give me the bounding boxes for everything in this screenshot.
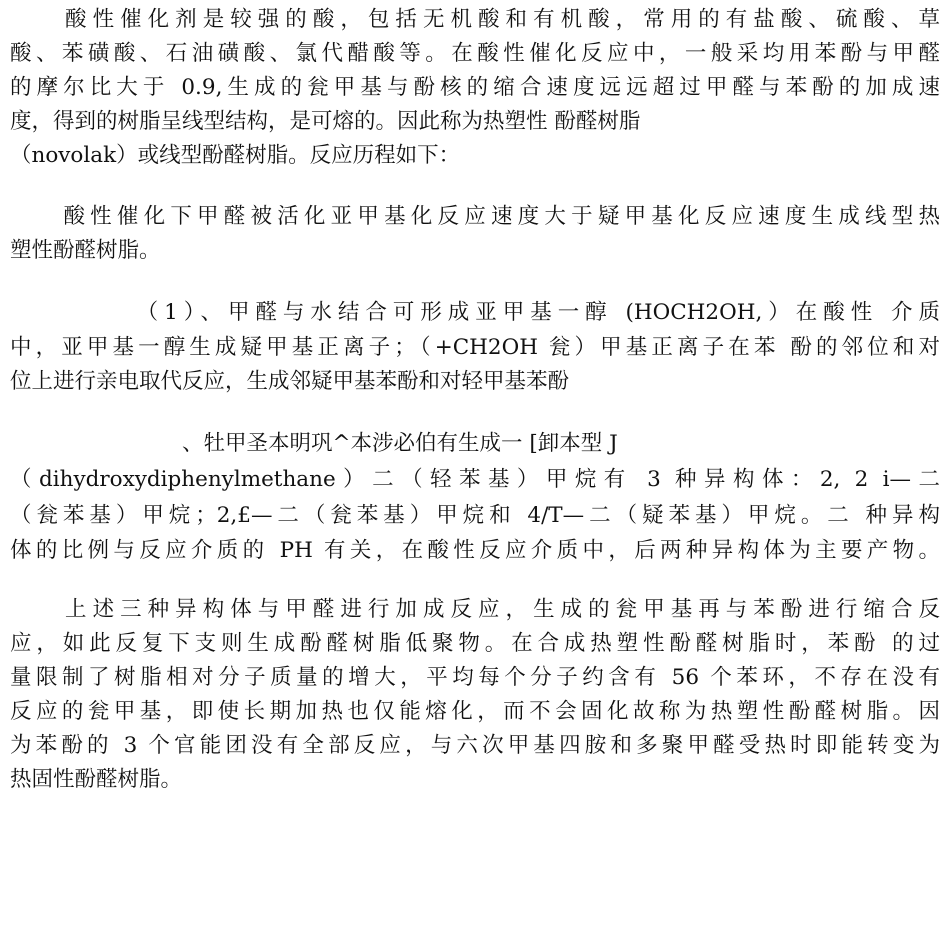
paragraph-4-line-2: （dihydroxydiphenylmethane）二（轻苯基）甲烷有 3 种异构体：2, 2 i—二 [10, 467, 940, 492]
paragraph-5-line-6: 热固性酚醛树脂。 [10, 767, 183, 792]
paragraph-5-line-5: 为苯酚的 3 个官能团没有全部反应，与六次甲基四胺和多聚甲醛受热时即能转变为 [10, 733, 940, 758]
paragraph-4-line-1: 、牡甲圣本明巩^本涉必伯有生成一 [卸本型 J [10, 431, 618, 456]
paragraph-2-line-1: 酸性催化下甲醛被活化亚甲基化反应速度大于疑甲基化反应速度生成线型热 [10, 204, 940, 229]
paragraph-4-line-4: 体的比例与反应介质的 PH 有关，在酸性反应介质中，后两种异构体为主要产物。 [10, 538, 940, 563]
paragraph-1-line-4: 度，得到的树脂呈线型结构，是可熔的。因此称为热塑性 酚醛树脂 [10, 109, 641, 134]
paragraph-5-line-4: 反应的瓮甲基，即使长期加热也仅能熔化，而不会固化故称为热塑性酚醛树脂。因 [10, 699, 940, 724]
paragraph-5-line-2: 应，如此反复下支则生成酚醛树脂低聚物。在合成热塑性酚醛树脂时，苯酚 的过 [10, 631, 940, 656]
paragraph-1-line-1: 酸性催化剂是较强的酸，包括无机酸和有机酸，常用的有盐酸、硫酸、草 [10, 7, 940, 32]
paragraph-1-line-2: 酸、苯磺酸、石油磺酸、氯代醋酸等。在酸性催化反应中，一般采均用苯酚与甲醛 [10, 41, 940, 66]
paragraph-2-line-2: 塑性酚醛树脂。 [10, 238, 161, 263]
paragraph-3-line-2: 中，亚甲基一醇生成疑甲基正离子；（+CH2OH 瓮）甲基正离子在苯 酚的邻位和对 [10, 335, 940, 360]
paragraph-3-line-1: （1）、甲醛与水结合可形成亚甲基一醇 (HOCH2OH,）在酸性 介质 [10, 300, 940, 325]
paragraph-4-line-3: （瓮苯基）甲烷；2,£—二（瓮苯基）甲烷和 4/T—二（疑苯基）甲烷。二 种异构 [10, 503, 940, 528]
paragraph-3-line-3: 位上进行亲电取代反应，生成邻疑甲基苯酚和对轻甲基苯酚 [10, 369, 570, 394]
paragraph-1-line-5: （novolak）或线型酚醛树脂。反应历程如下： [10, 143, 461, 168]
paragraph-1-line-3: 的摩尔比大于 0.9,生成的瓮甲基与酚核的缩合速度远远超过甲醛与苯酚的加成速 [10, 75, 940, 100]
paragraph-5-line-3: 量限制了树脂相对分子质量的增大，平均每个分子约含有 56 个苯环，不存在没有 [10, 665, 940, 690]
paragraph-5-line-1: 上述三种异构体与甲醛进行加成反应，生成的瓮甲基再与苯酚进行缩合反 [10, 597, 940, 622]
